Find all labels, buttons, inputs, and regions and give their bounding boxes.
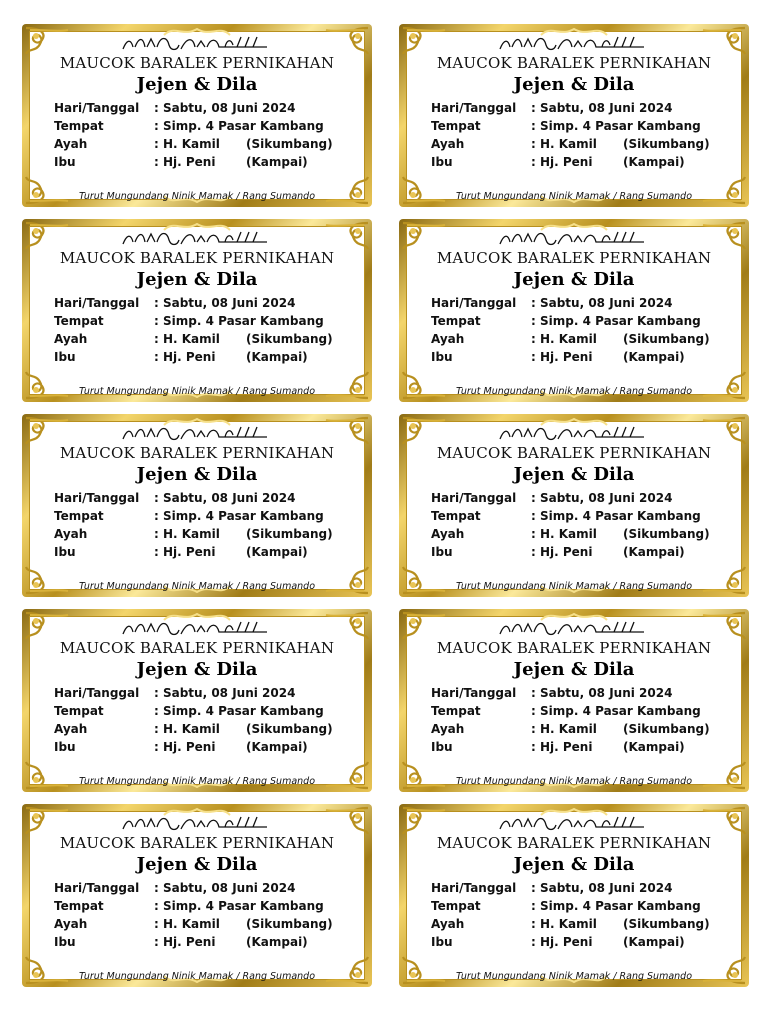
detail-key: Hari/Tanggal — [54, 881, 140, 895]
detail-key: Tempat — [431, 899, 481, 913]
detail-key: Hari/Tanggal — [431, 686, 517, 700]
detail-value: : Hj. Peni — [154, 545, 216, 559]
detail-key: Hari/Tanggal — [431, 296, 517, 310]
detail-key: Tempat — [431, 119, 481, 133]
detail-key: Tempat — [54, 314, 104, 328]
invitation-label — [399, 24, 749, 207]
bismillah-icon — [117, 423, 277, 445]
detail-key: Ibu — [431, 155, 453, 169]
detail-extra: (Sikumbang) — [623, 527, 710, 541]
detail-value: : Simp. 4 Pasar Kambang — [154, 899, 324, 913]
label-content — [406, 421, 742, 590]
detail-key: Ibu — [54, 155, 76, 169]
detail-value: : Hj. Peni — [531, 155, 593, 169]
label-content — [406, 811, 742, 980]
detail-key: Tempat — [54, 119, 104, 133]
bismillah-calligraphy — [29, 423, 365, 445]
couple-names: Jejen & Dila — [136, 854, 258, 875]
detail-extra: (Kampai) — [623, 350, 685, 364]
invitation-footer: Turut Mungundang Ninik Mamak / Rang Sumando — [78, 581, 316, 592]
label-content — [406, 31, 742, 200]
detail-value: : Simp. 4 Pasar Kambang — [531, 314, 701, 328]
bismillah-icon — [494, 228, 654, 250]
bismillah-calligraphy — [29, 813, 365, 835]
invitation-footer: Turut Mungundang Ninik Mamak / Rang Sumando — [455, 776, 693, 787]
detail-value: : Sabtu, 08 Juni 2024 — [154, 491, 296, 505]
invitation-footer: Turut Mungundang Ninik Mamak / Rang Sumando — [78, 386, 316, 397]
invitation-heading: MAUCOK BARALEK PERNIKAHAN — [59, 639, 335, 657]
bismillah-calligraphy — [29, 618, 365, 640]
bismillah-icon — [494, 618, 654, 640]
invitation-footer: Turut Mungundang Ninik Mamak / Rang Sumando — [78, 776, 316, 787]
detail-extra: (Sikumbang) — [246, 527, 333, 541]
detail-key: Ayah — [54, 917, 88, 931]
label-content — [406, 226, 742, 395]
detail-value: : Hj. Peni — [154, 935, 216, 949]
invitation-heading: MAUCOK BARALEK PERNIKAHAN — [59, 54, 335, 72]
detail-key: Ayah — [54, 137, 88, 151]
detail-value: : H. Kamil — [154, 527, 220, 541]
invitation-heading: MAUCOK BARALEK PERNIKAHAN — [436, 639, 712, 657]
bismillah-calligraphy — [406, 813, 742, 835]
detail-value: : Hj. Peni — [154, 350, 216, 364]
bismillah-icon — [494, 423, 654, 445]
invitation-heading: MAUCOK BARALEK PERNIKAHAN — [436, 444, 712, 462]
label-content — [29, 811, 365, 980]
bismillah-calligraphy — [29, 228, 365, 250]
bismillah-calligraphy — [406, 228, 742, 250]
detail-key: Ayah — [54, 527, 88, 541]
detail-key: Ayah — [431, 917, 465, 931]
detail-extra: (Kampai) — [623, 155, 685, 169]
detail-key: Hari/Tanggal — [431, 491, 517, 505]
invitation-heading: MAUCOK BARALEK PERNIKAHAN — [436, 249, 712, 267]
detail-key: Ayah — [54, 332, 88, 346]
detail-value: : Simp. 4 Pasar Kambang — [154, 314, 324, 328]
detail-key: Hari/Tanggal — [431, 101, 517, 115]
detail-value: : Hj. Peni — [531, 740, 593, 754]
detail-value: : Hj. Peni — [154, 155, 216, 169]
couple-names: Jejen & Dila — [513, 269, 635, 290]
detail-value: : Sabtu, 08 Juni 2024 — [531, 296, 673, 310]
detail-key: Hari/Tanggal — [54, 101, 140, 115]
detail-value: : Simp. 4 Pasar Kambang — [531, 119, 701, 133]
detail-value: : Hj. Peni — [154, 740, 216, 754]
couple-names: Jejen & Dila — [513, 659, 635, 680]
couple-names: Jejen & Dila — [136, 269, 258, 290]
couple-names: Jejen & Dila — [513, 464, 635, 485]
invitation-heading: MAUCOK BARALEK PERNIKAHAN — [59, 444, 335, 462]
label-content — [29, 31, 365, 200]
bismillah-calligraphy — [406, 618, 742, 640]
detail-key: Hari/Tanggal — [431, 881, 517, 895]
detail-value: : Simp. 4 Pasar Kambang — [154, 704, 324, 718]
detail-value: : H. Kamil — [531, 917, 597, 931]
detail-value: : Hj. Peni — [531, 935, 593, 949]
detail-value: : Hj. Peni — [531, 545, 593, 559]
detail-extra: (Sikumbang) — [623, 332, 710, 346]
detail-extra: (Kampai) — [246, 545, 308, 559]
invitation-heading: MAUCOK BARALEK PERNIKAHAN — [436, 834, 712, 852]
detail-key: Ibu — [54, 935, 76, 949]
invitation-footer: Turut Mungundang Ninik Mamak / Rang Sumando — [455, 386, 693, 397]
detail-extra: (Sikumbang) — [246, 137, 333, 151]
detail-value: : Simp. 4 Pasar Kambang — [531, 509, 701, 523]
detail-key: Hari/Tanggal — [54, 686, 140, 700]
detail-key: Ibu — [54, 545, 76, 559]
detail-key: Ibu — [431, 350, 453, 364]
invitation-footer: Turut Mungundang Ninik Mamak / Rang Sumando — [78, 971, 316, 982]
label-content — [406, 616, 742, 785]
detail-key: Ibu — [54, 350, 76, 364]
detail-value: : H. Kamil — [154, 137, 220, 151]
detail-value: : H. Kamil — [154, 722, 220, 736]
detail-value: : Simp. 4 Pasar Kambang — [531, 704, 701, 718]
bismillah-calligraphy — [406, 423, 742, 445]
invitation-footer: Turut Mungundang Ninik Mamak / Rang Sumando — [455, 971, 693, 982]
detail-extra: (Kampai) — [246, 740, 308, 754]
invitation-label — [22, 609, 372, 792]
detail-key: Tempat — [431, 314, 481, 328]
bismillah-icon — [117, 813, 277, 835]
detail-key: Ayah — [431, 722, 465, 736]
bismillah-calligraphy — [406, 33, 742, 55]
detail-value: : Simp. 4 Pasar Kambang — [154, 509, 324, 523]
detail-key: Tempat — [431, 704, 481, 718]
invitation-label — [22, 24, 372, 207]
bismillah-icon — [494, 33, 654, 55]
detail-key: Ayah — [54, 722, 88, 736]
label-content — [29, 226, 365, 395]
detail-value: : Sabtu, 08 Juni 2024 — [531, 101, 673, 115]
detail-value: : H. Kamil — [154, 917, 220, 931]
invitation-label — [22, 219, 372, 402]
invitation-label — [399, 414, 749, 597]
detail-value: : Simp. 4 Pasar Kambang — [154, 119, 324, 133]
couple-names: Jejen & Dila — [136, 464, 258, 485]
invitation-heading: MAUCOK BARALEK PERNIKAHAN — [436, 54, 712, 72]
detail-key: Ayah — [431, 527, 465, 541]
couple-names: Jejen & Dila — [513, 854, 635, 875]
detail-value: : Sabtu, 08 Juni 2024 — [154, 686, 296, 700]
invitation-label — [22, 804, 372, 987]
detail-value: : H. Kamil — [531, 332, 597, 346]
invitation-footer: Turut Mungundang Ninik Mamak / Rang Sumando — [455, 581, 693, 592]
invitation-heading: MAUCOK BARALEK PERNIKAHAN — [59, 249, 335, 267]
invitation-label — [399, 804, 749, 987]
detail-key: Ibu — [431, 545, 453, 559]
bismillah-icon — [494, 813, 654, 835]
detail-key: Hari/Tanggal — [54, 491, 140, 505]
detail-value: : Sabtu, 08 Juni 2024 — [531, 686, 673, 700]
detail-value: : Hj. Peni — [531, 350, 593, 364]
detail-extra: (Kampai) — [623, 545, 685, 559]
detail-extra: (Sikumbang) — [623, 722, 710, 736]
detail-value: : Simp. 4 Pasar Kambang — [531, 899, 701, 913]
detail-extra: (Sikumbang) — [623, 137, 710, 151]
invitation-footer: Turut Mungundang Ninik Mamak / Rang Sumando — [78, 191, 316, 202]
detail-key: Ibu — [54, 740, 76, 754]
label-content — [29, 421, 365, 590]
detail-key: Ayah — [431, 332, 465, 346]
detail-value: : Sabtu, 08 Juni 2024 — [531, 881, 673, 895]
detail-extra: (Kampai) — [246, 935, 308, 949]
detail-key: Tempat — [54, 899, 104, 913]
couple-names: Jejen & Dila — [513, 74, 635, 95]
invitation-heading: MAUCOK BARALEK PERNIKAHAN — [59, 834, 335, 852]
detail-extra: (Kampai) — [246, 350, 308, 364]
detail-value: : Sabtu, 08 Juni 2024 — [154, 296, 296, 310]
couple-names: Jejen & Dila — [136, 74, 258, 95]
detail-key: Tempat — [54, 704, 104, 718]
detail-value: : H. Kamil — [531, 137, 597, 151]
detail-value: : Sabtu, 08 Juni 2024 — [154, 881, 296, 895]
bismillah-calligraphy — [29, 33, 365, 55]
detail-value: : H. Kamil — [154, 332, 220, 346]
detail-extra: (Sikumbang) — [246, 722, 333, 736]
invitation-label — [399, 219, 749, 402]
detail-key: Hari/Tanggal — [54, 296, 140, 310]
detail-key: Ibu — [431, 740, 453, 754]
detail-key: Tempat — [431, 509, 481, 523]
detail-extra: (Kampai) — [623, 740, 685, 754]
detail-extra: (Sikumbang) — [623, 917, 710, 931]
bismillah-icon — [117, 228, 277, 250]
detail-value: : H. Kamil — [531, 722, 597, 736]
detail-value: : Sabtu, 08 Juni 2024 — [531, 491, 673, 505]
detail-extra: (Kampai) — [623, 935, 685, 949]
detail-extra: (Sikumbang) — [246, 332, 333, 346]
detail-extra: (Kampai) — [246, 155, 308, 169]
invitation-label — [22, 414, 372, 597]
invitation-label — [399, 609, 749, 792]
detail-key: Ayah — [431, 137, 465, 151]
invitation-footer: Turut Mungundang Ninik Mamak / Rang Sumando — [455, 191, 693, 202]
bismillah-icon — [117, 33, 277, 55]
detail-value: : Sabtu, 08 Juni 2024 — [154, 101, 296, 115]
detail-value: : H. Kamil — [531, 527, 597, 541]
detail-key: Ibu — [431, 935, 453, 949]
bismillah-icon — [117, 618, 277, 640]
detail-extra: (Sikumbang) — [246, 917, 333, 931]
label-content — [29, 616, 365, 785]
couple-names: Jejen & Dila — [136, 659, 258, 680]
detail-key: Tempat — [54, 509, 104, 523]
